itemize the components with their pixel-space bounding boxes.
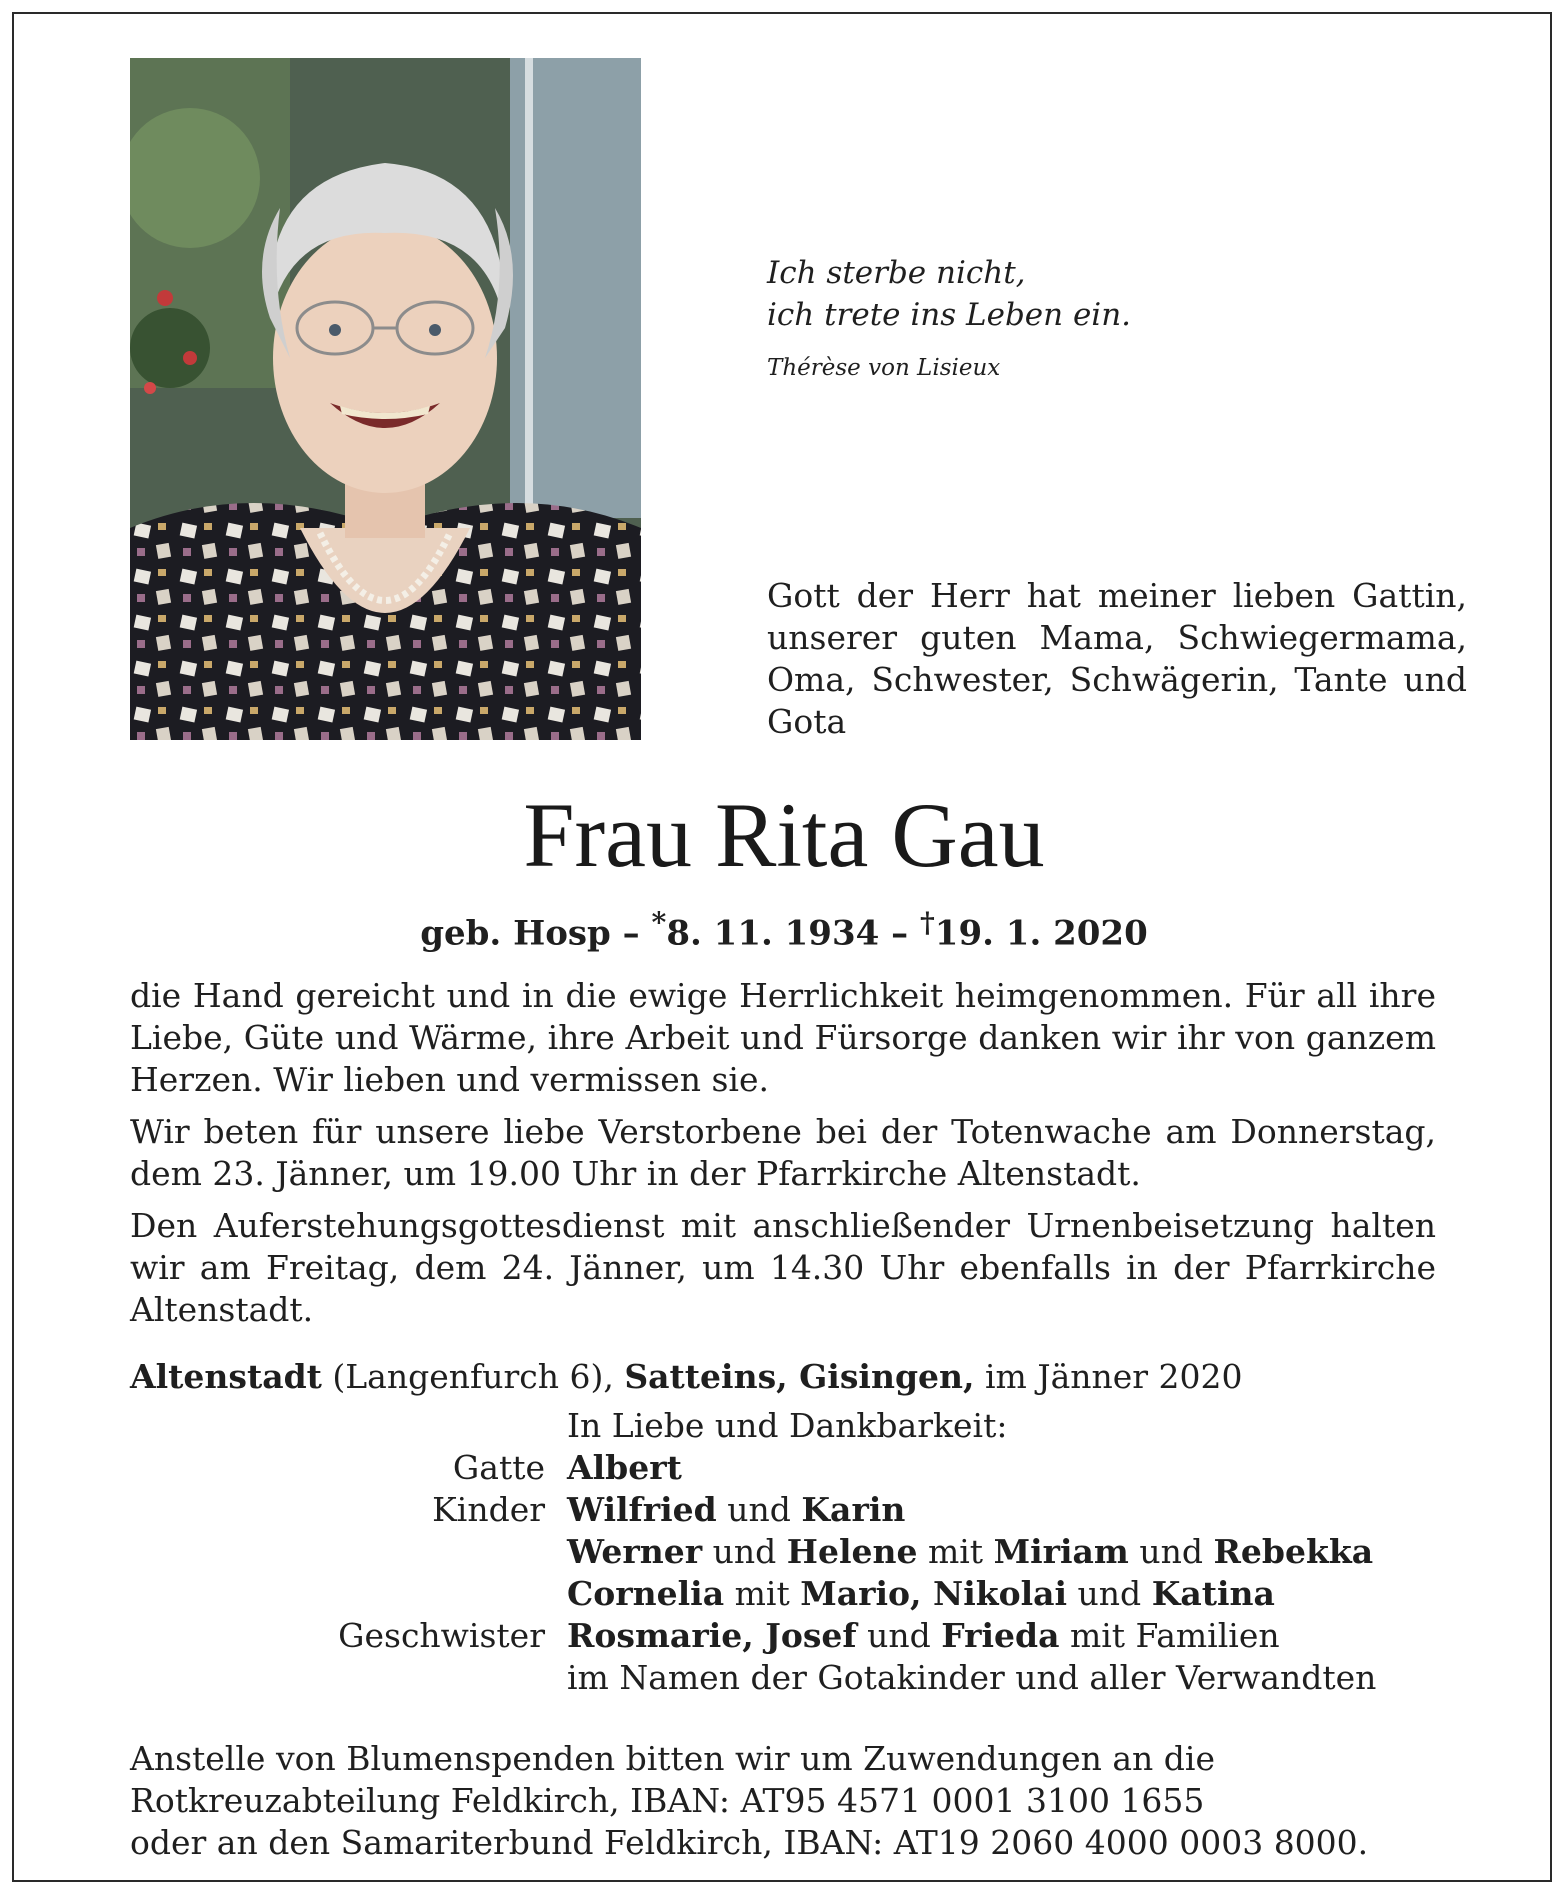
quote-author: Thérèse von Lisieux <box>767 355 1001 381</box>
life-dates <box>0 898 1568 957</box>
announcement-body <box>130 975 1436 1341</box>
relation-label: Geschwister <box>338 1616 545 1655</box>
mourners-closing-row <box>130 1657 1436 1699</box>
conjunction: und <box>716 1490 802 1529</box>
conjunction: und <box>1067 1574 1152 1613</box>
mourner-row <box>130 1489 1436 1531</box>
death-date: 19. 1. 2020 <box>934 913 1148 954</box>
birth-name: geb. Hosp <box>420 913 611 954</box>
born-symbol: * <box>651 905 667 939</box>
mourner-name: Mario, Nikolai <box>800 1574 1068 1613</box>
relation-label: Gatte <box>452 1448 545 1487</box>
epigraph-quote <box>767 252 1131 384</box>
mourner-name: Rebekka <box>1213 1532 1374 1571</box>
mourner-name: Rosmarie, Josef <box>567 1616 857 1655</box>
mourners-heading-row <box>130 1405 1436 1447</box>
mourner-name: Cornelia <box>567 1574 725 1613</box>
mourner-suffix: mit Familien <box>1059 1616 1280 1655</box>
place-date: im Jänner 2020 <box>974 1357 1243 1396</box>
place-others: Satteins, Gisingen, <box>624 1357 975 1396</box>
conjunction: und <box>702 1532 787 1571</box>
conjunction: und <box>1128 1532 1214 1571</box>
mourner-name: Katina <box>1151 1574 1275 1613</box>
relation-label: Kinder <box>432 1490 545 1529</box>
dash: – <box>622 913 640 954</box>
donation-line-2: Rotkreuzabteilung Feldkirch, IBAN: AT95 4571 0001 3100 1655 <box>130 1781 1205 1820</box>
mourner-name: Miriam <box>993 1532 1129 1571</box>
mourner-row <box>130 1531 1436 1573</box>
portrait-photo <box>130 58 641 740</box>
conjunction: und <box>856 1616 942 1655</box>
donation-line-1: Anstelle von Blumenspenden bitten wir um Zuwendungen an die <box>130 1739 1216 1778</box>
conjunction: mit <box>724 1574 801 1613</box>
body-paragraph-3: Den Auferstehungsgottesdienst mit anschließender Urnenbeisetzung halten wir am Freitag, dem 24. Jänner, um 14.30 Uhr ebenfalls in der Pfarrkirche Altenstadt. <box>130 1206 1436 1329</box>
mourners-heading: In Liebe und Dankbarkeit: <box>567 1406 1008 1445</box>
place-address: (Langenfurch 6), <box>321 1357 625 1396</box>
mourner-row <box>130 1615 1436 1657</box>
deceased-name: Frau Rita Gau <box>523 784 1045 886</box>
died-symbol: † <box>919 905 935 939</box>
place-town: Altenstadt <box>130 1357 322 1396</box>
mourners-list <box>130 1405 1436 1699</box>
mourner-row <box>130 1447 1436 1489</box>
mourner-row <box>130 1573 1436 1615</box>
place-date-line <box>130 1353 1436 1401</box>
portrait-photo-icon <box>130 58 641 740</box>
quote-line-1: Ich sterbe nicht, <box>767 255 1026 291</box>
mourner-name: Karin <box>801 1490 906 1529</box>
donation-line-3: oder an den Samariterbund Feldkirch, IBAN: AT19 2060 4000 0003 8000. <box>130 1823 1369 1862</box>
mourners-closing: im Namen der Gotakinder und aller Verwandten <box>567 1658 1377 1697</box>
dash: – <box>891 913 909 954</box>
mourner-name: Wilfried <box>567 1490 717 1529</box>
intro-text: Gott der Herr hat meiner lieben Gattin, unserer guten Mama, Schwiegermama, Oma, Schwester, Schwägerin, Tante und Gota <box>767 576 1467 741</box>
mourner-name: Albert <box>567 1448 682 1487</box>
birth-date: 8. 11. 1934 <box>666 913 880 954</box>
body-paragraph-1: die Hand gereicht und in die ewige Herrlichkeit heimgenommen. Für all ihre Liebe, Güte und Wärme, ihre Arbeit und Fürsorge danken wir ihr von ganzem Herzen. Wir lieben und vermissen sie. <box>130 976 1436 1099</box>
conjunction: mit <box>917 1532 994 1571</box>
body-paragraph-2: Wir beten für unsere liebe Verstorbene bei der Totenwache am Donnerstag, dem 23. Jänner, um 19.00 Uhr in der Pfarrkirche Altenstadt. <box>130 1112 1436 1193</box>
mourner-name: Frieda <box>941 1616 1060 1655</box>
donation-notice <box>130 1738 1436 1864</box>
mourner-name: Werner <box>567 1532 703 1571</box>
mourner-name: Helene <box>786 1532 918 1571</box>
quote-line-2: ich trete ins Leben ein. <box>767 297 1132 333</box>
